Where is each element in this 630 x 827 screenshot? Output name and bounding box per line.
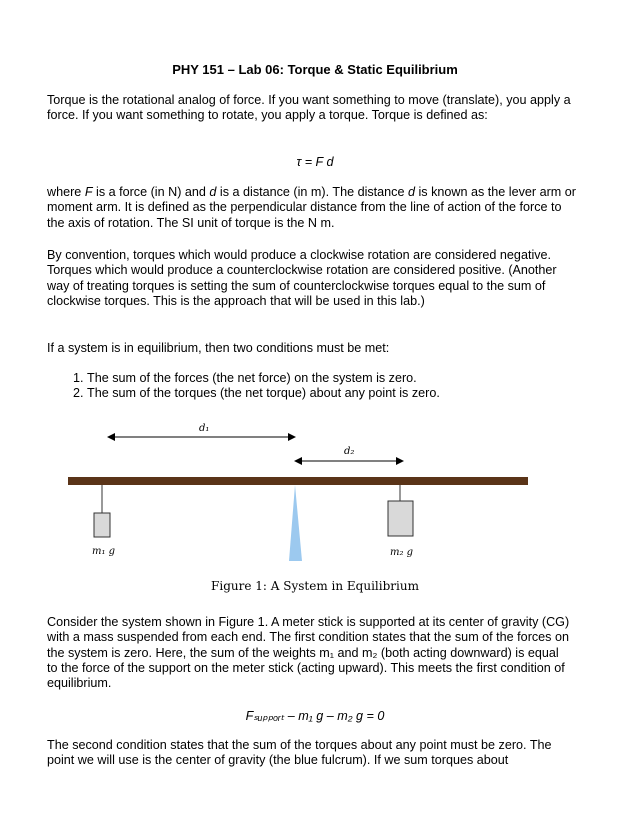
list-item: 2. The sum of the torques (the net torque) about any point is zero.	[87, 386, 607, 401]
m1-label: m₁ g	[92, 546, 116, 557]
var-d: d	[209, 185, 217, 199]
text: is a force (in N) and	[92, 185, 210, 199]
definition-paragraph	[47, 185, 577, 231]
page-title: PHY 151 – Lab 06: Torque & Static Equilibrium	[172, 62, 458, 77]
var-d: d	[407, 185, 415, 199]
text: where	[47, 185, 85, 199]
left-mass	[94, 513, 110, 537]
torque-equation: τ = F d	[296, 155, 334, 169]
right-mass	[388, 501, 413, 536]
force-equation: Fₛᵤₚₚₒᵣₜ – m₁ g – m₂ g = 0	[245, 709, 385, 723]
text: is known as the lever arm or moment arm. It is defined as the perpendicular distance from the line of action of the force to the axis of rotation. The SI unit of torque is the N m.	[47, 185, 576, 230]
m2-label: m₂ g	[390, 547, 414, 558]
var-f: F	[84, 185, 93, 199]
d1-label: d₁	[199, 423, 210, 434]
system-paragraph: Consider the system shown in Figure 1. A meter stick is supported at its center of gravity (CG) with a mass suspended from each end. The first condition states that the sum of the forces on the system is zero. Here, the sum of the weights m₁ and m₂ (both acting downward) is equal to the force of the support on the meter stick (acting upward). This meets the first condition of equilibrium.	[47, 615, 570, 691]
conditions-list	[47, 371, 607, 402]
list-item: 1. The sum of the forces (the net force) on the system is zero.	[87, 371, 607, 386]
equilibrium-figure	[0, 415, 630, 605]
figure-caption: Figure 1: A System in Equilibrium	[211, 579, 419, 593]
fulcrum	[289, 485, 302, 561]
meter-stick	[68, 477, 528, 485]
convention-paragraph: By convention, torques which would produce a clockwise rotation are considered negative. Torques which would produce a counterclockwise rotation are considered positive. (Another way of treating torques is setting the sum of counterclockwise torques equal to the sum of clockwise torques. This is the approach that will be used in this lab.)	[47, 248, 557, 308]
text: is a distance (in m). The distance	[216, 185, 408, 199]
conditions-intro: If a system is in equilibrium, then two conditions must be met:	[47, 341, 390, 355]
second-condition-paragraph: The second condition states that the sum of the torques about any point must be zero. The point we will use is the center of gravity (the blue fulcrum). If we sum torques about	[47, 738, 552, 768]
d2-label: d₂	[344, 446, 355, 457]
intro-paragraph: Torque is the rotational analog of force. If you want something to move (translate), you apply a force. If you want something to rotate, you apply a torque. Torque is defined as:	[47, 93, 571, 123]
